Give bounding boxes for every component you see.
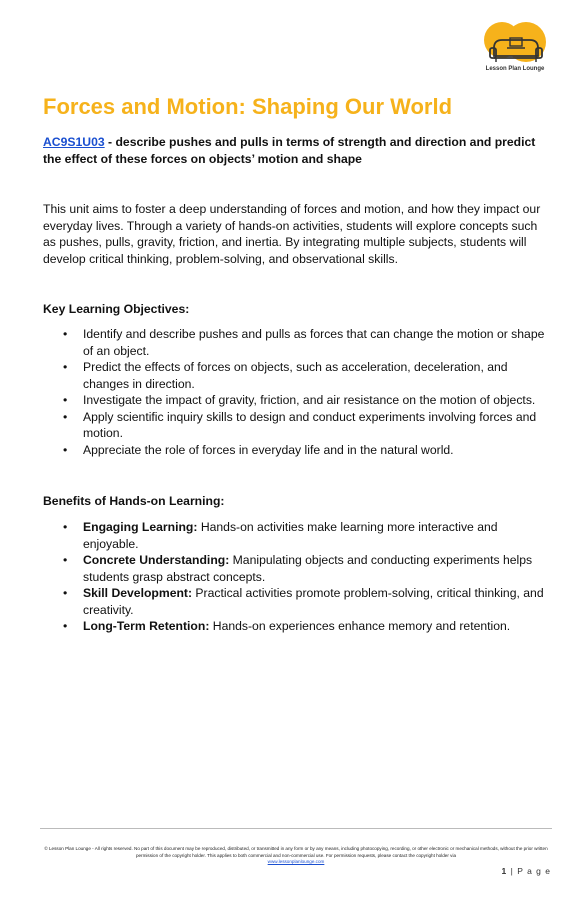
benefits-heading: Benefits of Hands-on Learning: bbox=[43, 494, 225, 508]
benefit-term: Concrete Understanding: bbox=[83, 553, 230, 567]
list-item: • Identify and describe pushes and pulls as forces that can change the motion or shape of an object. bbox=[63, 327, 545, 358]
bullet-icon: • bbox=[63, 327, 68, 341]
list-item: • Investigate the impact of gravity, friction, and air resistance on the motion of objects. bbox=[63, 393, 536, 407]
bullet-icon: • bbox=[63, 619, 68, 633]
logo-text: Lesson Plan Lounge bbox=[485, 66, 545, 72]
list-item: • Long-Term Retention: Hands-on experiences enhance memory and retention. bbox=[63, 619, 511, 633]
list-item: • Apply scientific inquiry skills to design and conduct experiments involving forces and motion. bbox=[63, 409, 537, 440]
bullet-icon: • bbox=[63, 553, 68, 567]
objectives-list bbox=[43, 326, 553, 458]
curriculum-standard bbox=[43, 134, 553, 167]
website-link[interactable]: www.lessonplanlounge.com bbox=[267, 859, 325, 864]
standard-code-link[interactable]: AC9S1U03 bbox=[43, 135, 105, 149]
list-item: • Skill Development: Practical activities promote problem-solving, critical thinking, and creativity. bbox=[63, 586, 544, 617]
bullet-icon: • bbox=[63, 360, 68, 374]
benefit-term: Skill Development: bbox=[83, 586, 193, 600]
footer-divider bbox=[40, 828, 552, 829]
list-item: • Predict the effects of forces on objects, such as acceleration, deceleration, and changes in direction. bbox=[63, 360, 508, 391]
benefit-term: Long-Term Retention: bbox=[83, 619, 210, 633]
copyright-notice: © Lesson Plan Lounge - All rights reserved. No part of this document may be reproduced, distributed, or transmitted in any form or by any means, including photocopying, recording, or other electronic or mechanical methods, without the prior written permission of the copyright holder. This applies to both commercial and non-commercial use. For permission requests, please contact the copyright holder via www.lessonplanlounge.com bbox=[44, 846, 548, 864]
objectives-heading: Key Learning Objectives: bbox=[43, 302, 190, 316]
bullet-icon: • bbox=[63, 520, 68, 534]
page-title: Forces and Motion: Shaping Our World bbox=[43, 94, 453, 119]
page-number: 1 | P a g e bbox=[501, 866, 551, 876]
standard-description: - describe pushes and pulls in terms of strength and direction and predict the effect of these forces on objects’ motion and shape bbox=[43, 135, 536, 166]
list-item: • Appreciate the role of forces in everyday life and in the natural world. bbox=[63, 442, 454, 457]
benefit-term: Engaging Learning: bbox=[83, 520, 198, 534]
list-item: • Engaging Learning: Hands-on activities make learning more interactive and enjoyable. bbox=[63, 520, 498, 551]
intro-paragraph: This unit aims to foster a deep understanding of forces and motion, and how they impact our everyday lives. Through a variety of hands-on activities, students will explore concepts such as pushes, pulls, gravity, friction, and inertia. By integrating multiple subjects, students will develop critical thinking, problem-solving, and observational skills. bbox=[43, 202, 541, 266]
bullet-icon: • bbox=[63, 393, 68, 407]
bullet-icon: • bbox=[63, 586, 68, 600]
list-item: • Concrete Understanding: Manipulating objects and conducting experiments helps students grasp abstract concepts. bbox=[63, 553, 533, 584]
benefits-list bbox=[43, 519, 553, 635]
bullet-icon: • bbox=[63, 409, 68, 424]
bullet-icon: • bbox=[63, 442, 68, 457]
